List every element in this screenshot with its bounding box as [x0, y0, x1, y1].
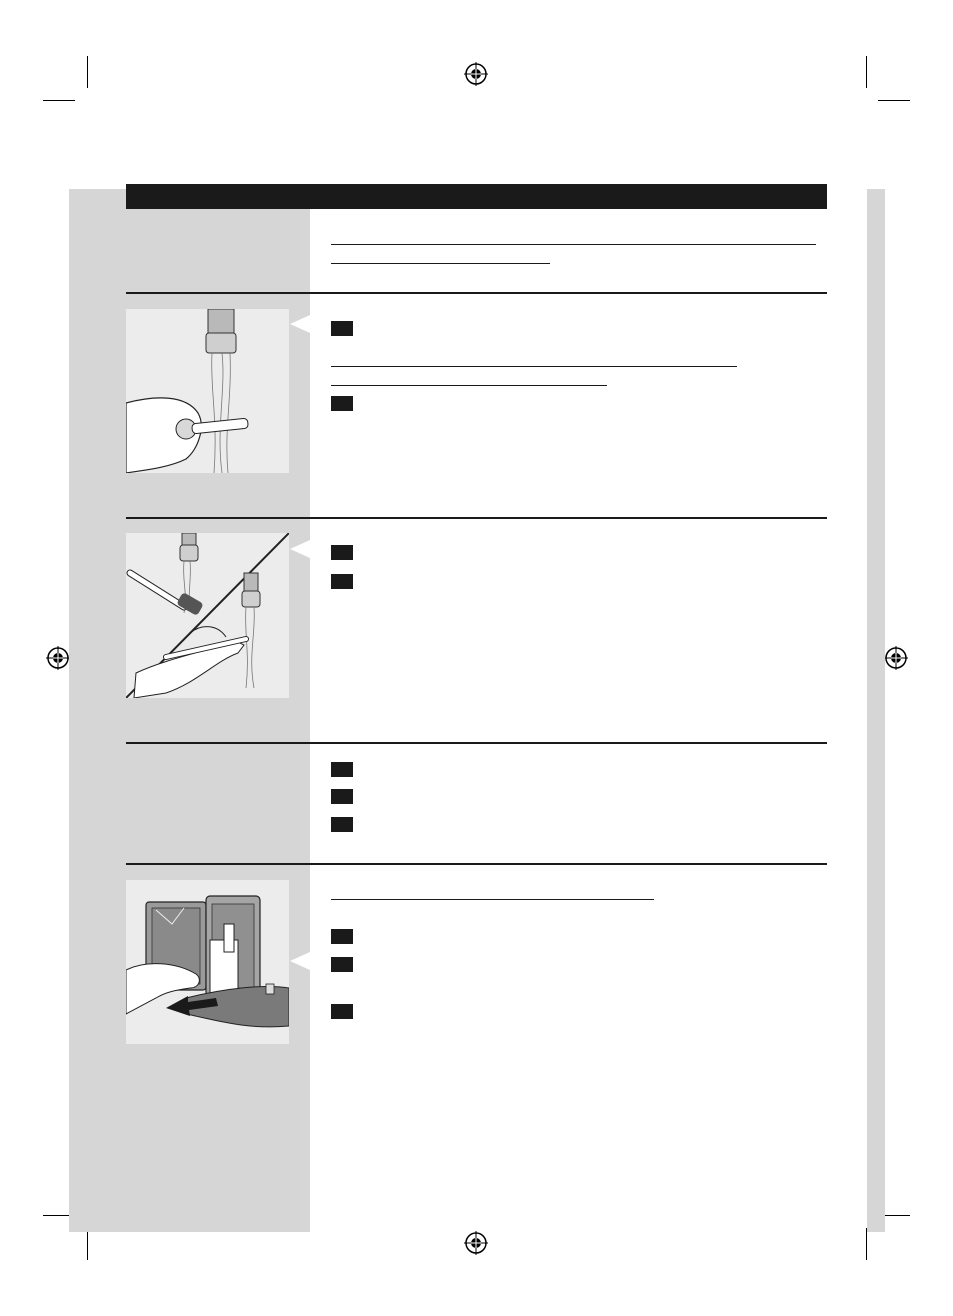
section-header-bar: [126, 184, 827, 209]
section-divider-1: [126, 292, 827, 294]
step-number-box: [331, 396, 353, 411]
crop-mark-top-right-v: [866, 56, 867, 88]
section-divider-4: [126, 863, 827, 865]
illustration-rinse-handle: [126, 309, 289, 473]
intro-text-line-2: [331, 263, 550, 264]
illustration-pointer-2: [290, 315, 310, 333]
page-edge-tab: [867, 189, 885, 1232]
note-text-line-1: [331, 366, 737, 367]
step-number-box: [331, 929, 353, 944]
illustration-pointer-5: [290, 952, 310, 970]
crop-mark-bottom-right-v: [866, 1228, 867, 1260]
registration-mark-left: [46, 646, 70, 670]
step-number-box: [331, 574, 353, 589]
illustration-rinse-brushhead: [126, 533, 289, 698]
step-number-box: [331, 817, 353, 832]
step-number-box: [331, 957, 353, 972]
intro-text-line-1: [331, 244, 816, 245]
crop-mark-bottom-left-v: [87, 1228, 88, 1260]
registration-mark-top: [464, 62, 488, 86]
charger-note-line: [331, 899, 654, 900]
registration-mark-right: [884, 646, 908, 670]
step-number-box: [331, 762, 353, 777]
section-divider-2: [126, 517, 827, 519]
section-divider-3: [126, 742, 827, 744]
illustration-charger-tray: [126, 880, 289, 1044]
step-number-box: [331, 789, 353, 804]
step-number-box: [331, 545, 353, 560]
crop-mark-top-left-h: [43, 100, 75, 101]
illustration-pointer-3: [290, 540, 310, 558]
crop-mark-top-left-v: [87, 56, 88, 88]
step-number-box: [331, 321, 353, 336]
registration-mark-bottom: [464, 1231, 488, 1255]
note-text-line-2: [331, 385, 607, 386]
crop-mark-top-right-h: [878, 100, 910, 101]
step-number-box: [331, 1004, 353, 1019]
